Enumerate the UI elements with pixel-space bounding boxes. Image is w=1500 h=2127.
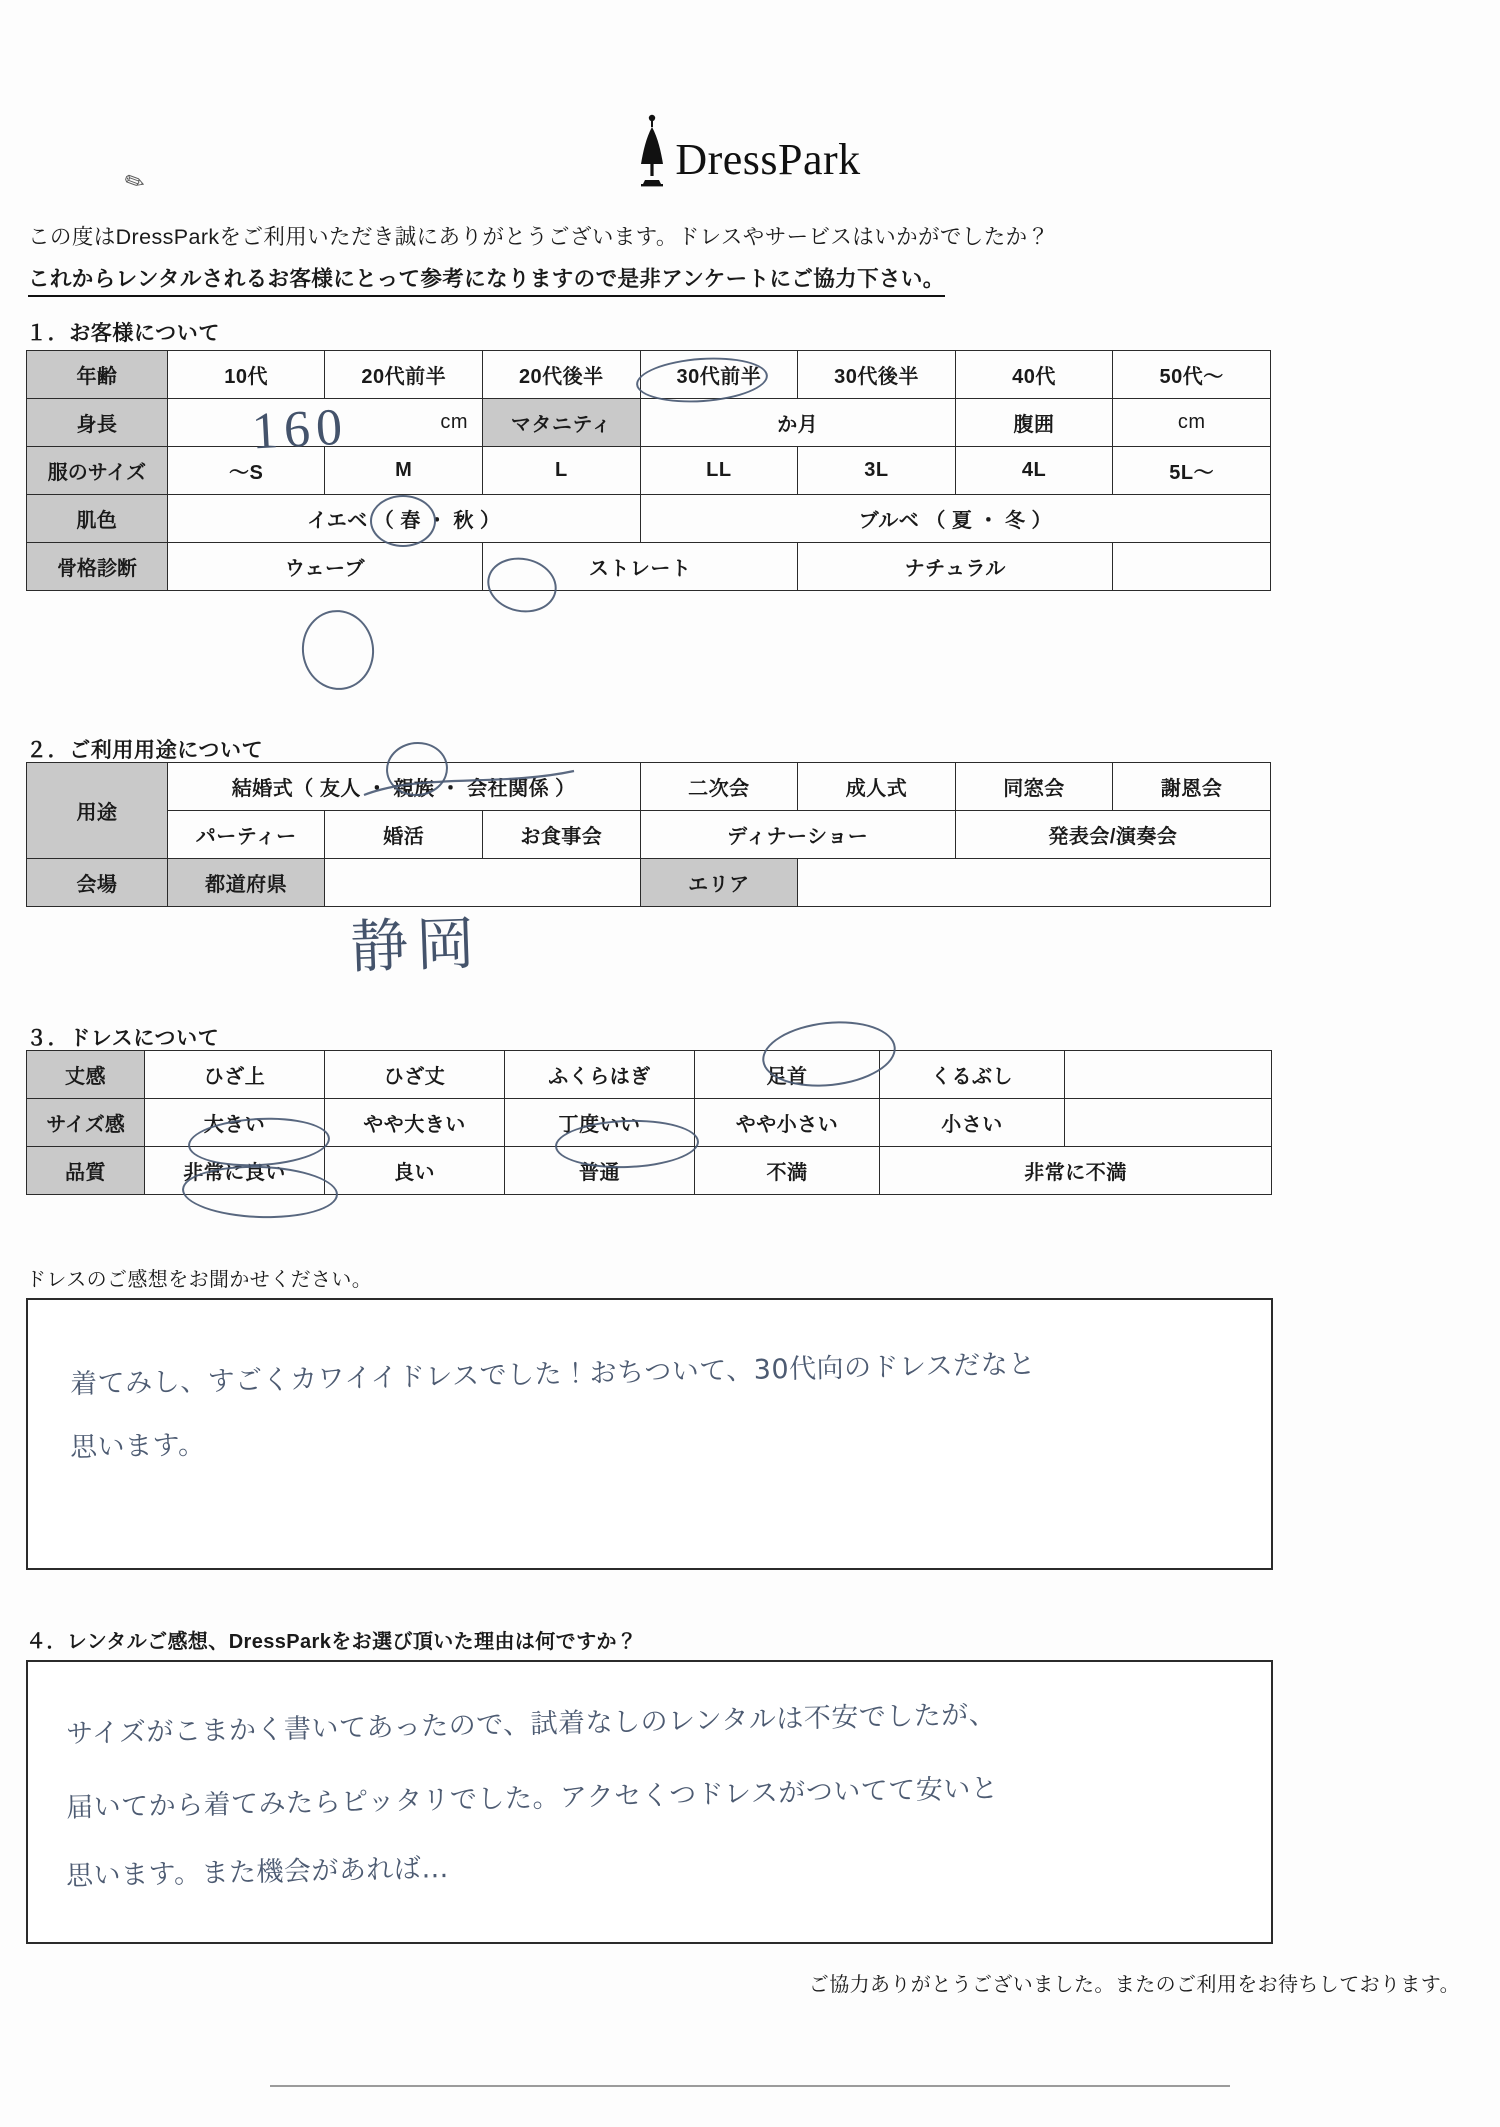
- answer-4-line-3: 思います。また機会があれば…: [65, 1852, 450, 1893]
- table-row-body-type: [27, 543, 1271, 591]
- quality-very-dissatisfied[interactable]: 非常に不満: [880, 1147, 1272, 1195]
- table-row-venue: [27, 859, 1271, 907]
- fit-slightly-large[interactable]: やや大きい: [325, 1099, 505, 1147]
- purpose-table: [26, 762, 1271, 907]
- row-label-purpose: 用途: [27, 763, 168, 859]
- purpose-dining[interactable]: お食事会: [483, 811, 641, 859]
- circle-body-type-wave: [297, 605, 379, 694]
- prefecture-label: 都道府県: [167, 859, 325, 907]
- length-knee[interactable]: ひざ丈: [325, 1051, 505, 1099]
- maternity-label[interactable]: マタニティ: [483, 399, 641, 447]
- fit-slightly-small[interactable]: やや小さい: [695, 1099, 880, 1147]
- body-type-wave[interactable]: ウェーブ: [167, 543, 482, 591]
- skin-option-blue-base[interactable]: ブルベ （ 夏 ・ 冬 ）: [640, 495, 1270, 543]
- size-option-l[interactable]: L: [483, 447, 641, 495]
- age-option-50s[interactable]: 50代〜: [1113, 351, 1271, 399]
- handwritten-height: 160: [250, 398, 350, 461]
- size-option-ll[interactable]: LL: [640, 447, 798, 495]
- length-ankle[interactable]: 足首: [695, 1051, 880, 1099]
- size-option-5l[interactable]: 5L〜: [1113, 447, 1271, 495]
- fit-just-right[interactable]: 丁度いい: [505, 1099, 695, 1147]
- question-4-title: ４．レンタルご感想、DressParkをお選び頂いた理由は何ですか？: [26, 1631, 638, 1653]
- age-option-10s[interactable]: 10代: [167, 351, 325, 399]
- size-option-m[interactable]: M: [325, 447, 483, 495]
- skin-option-yellow-base[interactable]: イエベ （ 春 ・ 秋 ）: [167, 495, 640, 543]
- row-label-height: 身長: [27, 399, 168, 447]
- purpose-party[interactable]: パーティー: [167, 811, 325, 859]
- purpose-thanksgiving[interactable]: 謝恩会: [1113, 763, 1271, 811]
- area-value[interactable]: [798, 859, 1271, 907]
- section-2-title: ２．ご利用用途について: [26, 739, 264, 762]
- brand-logo: [0, 112, 1500, 188]
- table-row-age: [27, 351, 1271, 399]
- table-row-quality: [27, 1147, 1272, 1195]
- customer-info-table: [26, 350, 1271, 591]
- row-label-clothing-size: 服のサイズ: [27, 447, 168, 495]
- answer-4-line-1: サイズがこまかく書いてあったので、試着なしのレンタルは不安でしたが、: [65, 1699, 997, 1750]
- body-type-straight[interactable]: ストレート: [483, 543, 798, 591]
- age-option-20s-late[interactable]: 20代後半: [483, 351, 641, 399]
- closing-message: ご協力ありがとうございました。またのご利用をお待ちしております。: [808, 1974, 1460, 1996]
- waist-label: 腹囲: [955, 399, 1113, 447]
- row-label-venue: 会場: [27, 859, 168, 907]
- row-label-quality: 品質: [27, 1147, 145, 1195]
- intro-line-2: これからレンタルされるお客様にとって参考になりますので是非アンケートにご協力下さい。: [28, 262, 945, 297]
- maternity-month-label[interactable]: か月: [640, 399, 955, 447]
- quality-dissatisfied[interactable]: 不満: [695, 1147, 880, 1195]
- fit-small[interactable]: 小さい: [880, 1099, 1065, 1147]
- table-row-height: [27, 399, 1271, 447]
- table-row-purpose-2: [27, 811, 1271, 859]
- intro-line-1: この度はDressParkをご利用いただき誠にありがとうございます。ドレスやサービスはいかがでしたか？: [28, 225, 1050, 249]
- purpose-recital[interactable]: 発表会/演奏会: [955, 811, 1270, 859]
- row-label-fit: サイズ感: [27, 1099, 145, 1147]
- purpose-wedding[interactable]: 結婚式（ 友人 ・ 親族 ・ 会社関係 ）: [167, 763, 640, 811]
- height-unit[interactable]: cm: [167, 399, 482, 447]
- quality-very-good[interactable]: 非常に良い: [145, 1147, 325, 1195]
- section-3-title: ３．ドレスについて: [26, 1027, 220, 1050]
- table-row-clothing-size: [27, 447, 1271, 495]
- row-label-skin-tone: 肌色: [27, 495, 168, 543]
- purpose-dinner-show[interactable]: ディナーショー: [640, 811, 955, 859]
- size-option-s[interactable]: 〜S: [167, 447, 325, 495]
- age-option-30s-early[interactable]: 30代前半: [640, 351, 798, 399]
- row-label-age: 年齢: [27, 351, 168, 399]
- area-label: エリア: [640, 859, 798, 907]
- length-calf[interactable]: ふくらはぎ: [505, 1051, 695, 1099]
- length-above-knee[interactable]: ひざ上: [145, 1051, 325, 1099]
- footer-divider: [270, 2085, 1230, 2087]
- quality-good[interactable]: 良い: [325, 1147, 505, 1195]
- stray-pen-mark: ✎: [120, 166, 150, 199]
- table-row-length: [27, 1051, 1272, 1099]
- table-row-skin-tone: [27, 495, 1271, 543]
- age-option-40s[interactable]: 40代: [955, 351, 1113, 399]
- purpose-after-party[interactable]: 二次会: [640, 763, 798, 811]
- length-empty: [1065, 1051, 1272, 1099]
- quality-normal[interactable]: 普通: [505, 1147, 695, 1195]
- section-1-title: １．お客様について: [26, 322, 220, 345]
- body-type-empty: [1113, 543, 1271, 591]
- dress-feedback-table: [26, 1050, 1272, 1195]
- table-row-fit: [27, 1099, 1272, 1147]
- table-row-purpose-1: [27, 763, 1271, 811]
- row-label-length: 丈感: [27, 1051, 145, 1099]
- fit-empty: [1065, 1099, 1272, 1147]
- answer-3-line-2: 思います。: [69, 1429, 206, 1464]
- fit-large[interactable]: 大きい: [145, 1099, 325, 1147]
- size-option-4l[interactable]: 4L: [955, 447, 1113, 495]
- dress-mannequin-icon: [639, 112, 665, 188]
- purpose-coming-of-age[interactable]: 成人式: [798, 763, 956, 811]
- handwritten-prefecture: 静岡: [349, 910, 484, 981]
- body-type-natural[interactable]: ナチュラル: [798, 543, 1113, 591]
- size-option-3l[interactable]: 3L: [798, 447, 956, 495]
- answer-4-line-2: 届いてから着てみたらピッタリでした。アクセくつドレスがついてて安いと: [65, 1773, 999, 1824]
- purpose-matchmaking[interactable]: 婚活: [325, 811, 483, 859]
- answer-3-line-1: 着てみし、すごくカワイイドレスでした！おちついて、30代向のドレスだなと: [69, 1348, 1037, 1401]
- length-anklebone[interactable]: くるぶし: [880, 1051, 1065, 1099]
- question-3-title: ドレスのご感想をお聞かせください。: [26, 1269, 373, 1291]
- brand-name: DressPark: [675, 135, 861, 184]
- waist-unit[interactable]: cm: [1113, 399, 1271, 447]
- age-option-30s-late[interactable]: 30代後半: [798, 351, 956, 399]
- answer-box-dress-impression[interactable]: [26, 1298, 1273, 1570]
- row-label-body-type: 骨格診断: [27, 543, 168, 591]
- purpose-reunion[interactable]: 同窓会: [955, 763, 1113, 811]
- age-option-20s-early[interactable]: 20代前半: [325, 351, 483, 399]
